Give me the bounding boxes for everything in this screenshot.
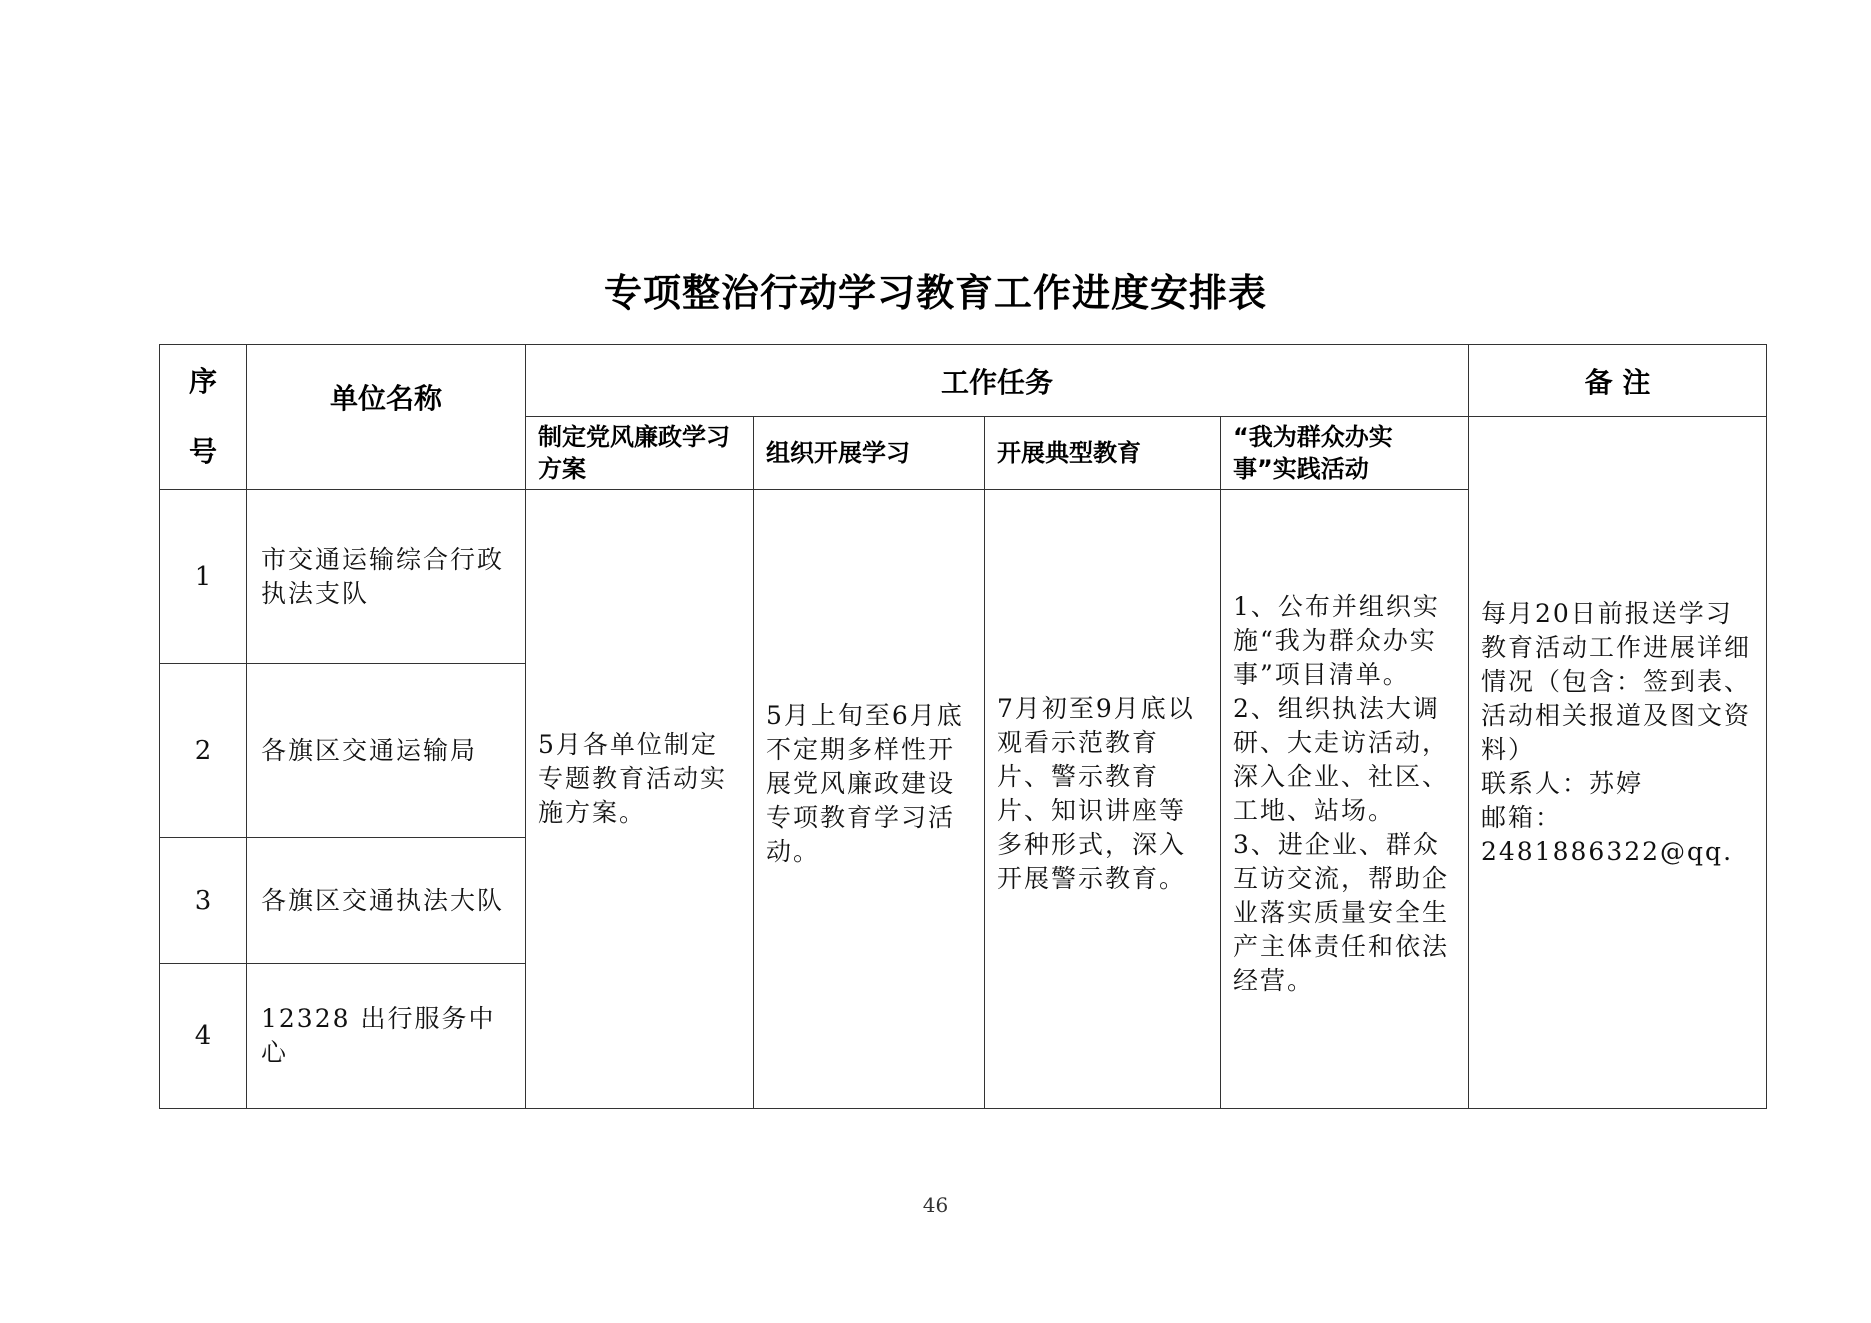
practice-item-1: 1、公布并组织实施“我为群众办实事”项目清单。: [1233, 592, 1440, 689]
row-seq: 1: [160, 490, 247, 664]
schedule-table: [159, 344, 1767, 1109]
header-task-study: 组织开展学习: [754, 417, 985, 490]
row-unit: 市交通运输综合行政执法支队: [247, 490, 526, 664]
header-task-typical: 开展典型教育: [985, 417, 1221, 490]
row-unit: 12328 出行服务中心: [247, 964, 526, 1109]
header-remarks: 备 注: [1469, 345, 1767, 417]
page-number: 46: [922, 1193, 949, 1217]
header-task-plan: 制定党风廉政学习方案: [526, 417, 754, 490]
practice-item-3: 3、进企业、群众互访交流，帮助企业落实质量安全生产主体责任和依法经营。: [1233, 830, 1450, 995]
task-plan-cell: 5月各单位制定专题教育活动实施方案。: [526, 490, 754, 1109]
row-seq: 3: [160, 838, 247, 964]
practice-item-2: 2、组织执法大调研、大走访活动，深入企业、社区、工地、站场。: [1233, 694, 1450, 825]
header-unit: 单位名称: [247, 345, 526, 490]
header-seq: 序 号: [160, 345, 247, 490]
remarks-contact: 联系人：苏婷: [1481, 768, 1644, 798]
remarks-text: 每月20日前报送学习教育活动工作进展详细情况（包含：签到表、活动相关报道及图文资料）: [1481, 598, 1752, 764]
remarks-cell: [1469, 417, 1767, 1109]
remarks-email: 邮箱：2481886322@qq.: [1481, 802, 1734, 866]
row-seq: 2: [160, 664, 247, 838]
row-unit: 各旗区交通执法大队: [247, 838, 526, 964]
task-practice-cell: [1221, 490, 1469, 1109]
row-seq: 4: [160, 964, 247, 1109]
task-study-cell: 5月上旬至6月底不定期多样性开展党风廉政建设专项教育学习活动。: [754, 490, 985, 1109]
row-unit: 各旗区交通运输局: [247, 664, 526, 838]
document-title: 专项整治行动学习教育工作进度安排表: [603, 271, 1267, 315]
header-task-practice: “我为群众办实事”实践活动: [1221, 417, 1469, 490]
header-tasks: 工作任务: [526, 345, 1469, 417]
task-typical-cell: 7月初至9月底以观看示范教育片、警示教育片、知识讲座等多种形式，深入开展警示教育。: [985, 490, 1221, 1109]
